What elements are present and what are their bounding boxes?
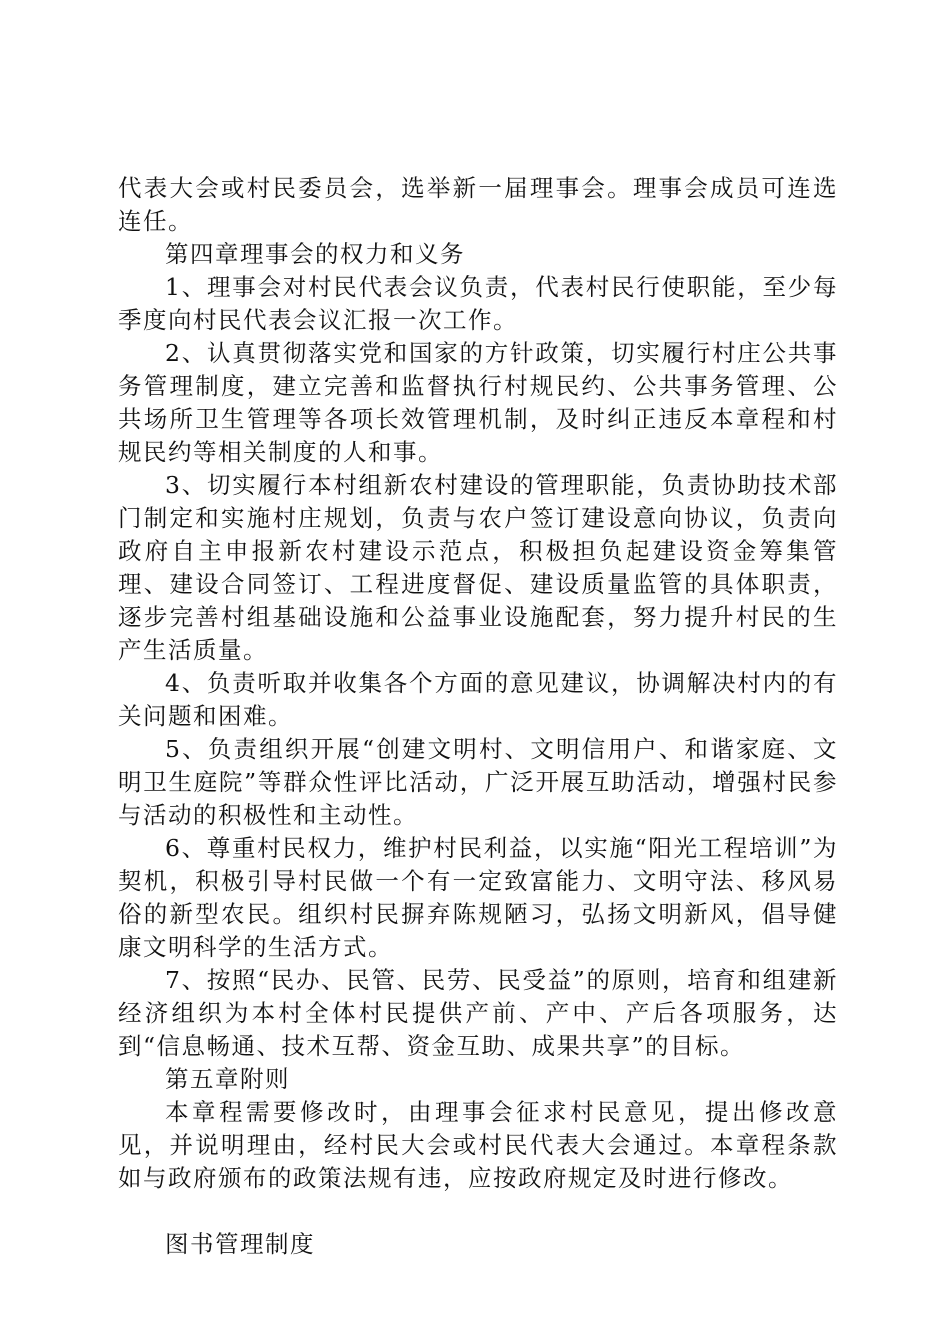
article-2: 2、认真贯彻落实党和国家的方针政策，切实履行村庄公共事务管理制度，建立完善和监督执行村规民约、公共事务管理、公共场所卫生管理等各项长效管理机制，及时纠正违反本章程和村规民约等相关制度的人和事。 xyxy=(118,339,838,466)
next-section-title: 图书管理制度 xyxy=(165,1230,315,1258)
chapter-four-heading: 第四章理事会的权力和义务 xyxy=(165,240,465,268)
article-6: 6、尊重村民权力，维护村民利益，以实施“阳光工程培训”为契机，积极引导村民做一个有一定致富能力、文明守法、移风易俗的新型农民。组织村民摒弃陈规陋习，弘扬文明新风，倡导健康文明科学的生活方式。 xyxy=(118,834,838,961)
document-body xyxy=(118,172,838,1261)
paragraph-continuation: 代表大会或村民委员会，选举新一届理事会。理事会成员可连选连任。 xyxy=(118,174,838,235)
article-4: 4、负责听取并收集各个方面的意见建议，协调解决村内的有关问题和困难。 xyxy=(118,669,838,730)
article-3: 3、切实履行本村组新农村建设的管理职能，负责协助技术部门制定和实施村庄规划，负责与农户签订建设意向协议，负责向政府自主申报新农村建设示范点，积极担负起建设资金筹集管理、建设合同签订、工程进度督促、建设质量监管的具体职责，逐步完善村组基础设施和公益事业设施配套，努力提升村民的生产生活质量。 xyxy=(118,471,838,664)
section-gap xyxy=(118,1195,838,1228)
article-5: 5、负责组织开展“创建文明村、文明信用户、和谐家庭、文明卫生庭院”等群众性评比活动，广泛开展互助活动，增强村民参与活动的积极性和主动性。 xyxy=(118,735,838,829)
appendix-paragraph: 本章程需要修改时，由理事会征求村民意见，提出修改意见，并说明理由，经村民大会或村民代表大会通过。本章程条款如与政府颁布的政策法规有违，应按政府规定及时进行修改。 xyxy=(118,1098,838,1192)
article-1: 1、理事会对村民代表会议负责，代表村民行使职能，至少每季度向村民代表会议汇报一次工作。 xyxy=(118,273,838,334)
chapter-five-heading: 第五章附则 xyxy=(165,1065,290,1093)
article-7: 7、按照“民办、民管、民劳、民受益”的原则，培育和组建新经济组织为本村全体村民提供产前、产中、产后各项服务，达到“信息畅通、技术互帮、资金互助、成果共享”的目标。 xyxy=(118,966,838,1060)
